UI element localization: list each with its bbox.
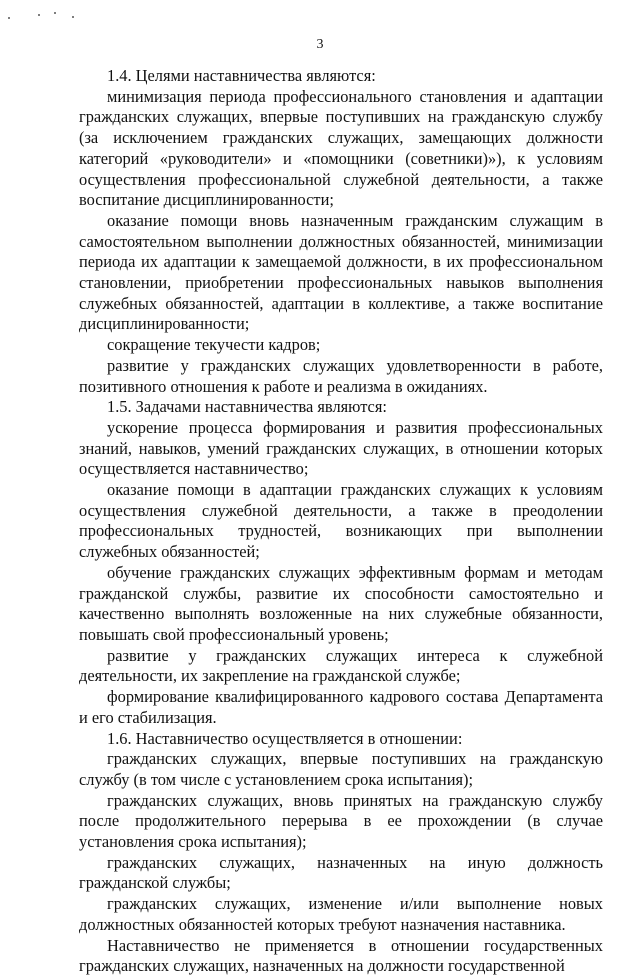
paragraph: минимизация периода профессионального становления и адаптации гражданских служащих, впервые поступивших на гражданскую службу (за исключением гражданских служащих, замещающих должности категорий «руководители» и «помощники (советники)»), к условиям осуществления профессиональной служебной деятельности, а также воспитание дисциплинированности; — [79, 86, 603, 210]
section-heading-1-6: 1.6. Наставничество осуществляется в отношении: — [107, 728, 463, 748]
paragraph: развитие у гражданских служащих интереса к служебной деятельности, их закрепление на гражданской службе; — [79, 645, 603, 686]
paragraph: формирование квалифицированного кадрового состава Департамента и его стабилизация. — [79, 687, 603, 727]
paragraph: гражданских служащих, изменение и/или выполнение новых должностных обязанностей которых требуют назначения наставника. — [79, 894, 603, 934]
scan-speck — [72, 16, 74, 18]
paragraph: обучение гражданских служащих эффективным формам и методам гражданской службы, развитие их способности самостоятельно и качественно выполнять возложенные на них служебные обязанности, повышать свой профессиональный уровень; — [79, 562, 603, 644]
scan-speck — [54, 12, 56, 14]
paragraph: ускорение процесса формирования и развития профессиональных знаний, навыков, умений гражданских служащих, в отношении которых осуществляется наставничество; — [79, 417, 603, 479]
paragraph: гражданских служащих, вновь принятых на гражданскую службу после продолжительного перерыва в ее прохождении (в случае установления срока испытания); — [79, 790, 603, 852]
scan-speck — [38, 14, 40, 16]
paragraph: оказание помощи в адаптации гражданских служащих к условиям осуществления служебной деятельности, а также в преодолении профессиональных трудностей, возникающих при выполнении служебных обязанностей; — [79, 480, 603, 562]
paragraph: гражданских служащих, впервые поступивших на гражданскую службу (в том числе с установлением срока испытания); — [79, 749, 603, 789]
page-number: 3 — [316, 37, 324, 52]
paragraph: гражданских служащих, назначенных на иную должность гражданской службы; — [79, 852, 603, 893]
section-heading-1-4: 1.4. Целями наставничества являются: — [107, 66, 376, 85]
paragraph: оказание помощи вновь назначенным гражданским служащим в самостоятельном выполнении должностных обязанностей, минимизации периода их адаптации к замещаемой должности, в их профессиональном становлении, приобретении профессиональных навыков выполнения служебных обязанностей, адаптации в коллективе, а также воспитание дисциплинированности; — [79, 210, 603, 334]
scan-speck — [8, 17, 10, 19]
paragraph: Наставничество не применяется в отношении государственных гражданских служащих, назначенных на должности государственной — [79, 935, 603, 976]
section-heading-1-5: 1.5. Задачами наставничества являются: — [107, 397, 387, 417]
document-body — [79, 66, 603, 977]
paragraph: сокращение текучести кадров; — [107, 335, 321, 355]
paragraph: развитие у гражданских служащих удовлетворенности в работе, позитивного отношения к работе и реализма в ожиданиях. — [79, 355, 603, 396]
